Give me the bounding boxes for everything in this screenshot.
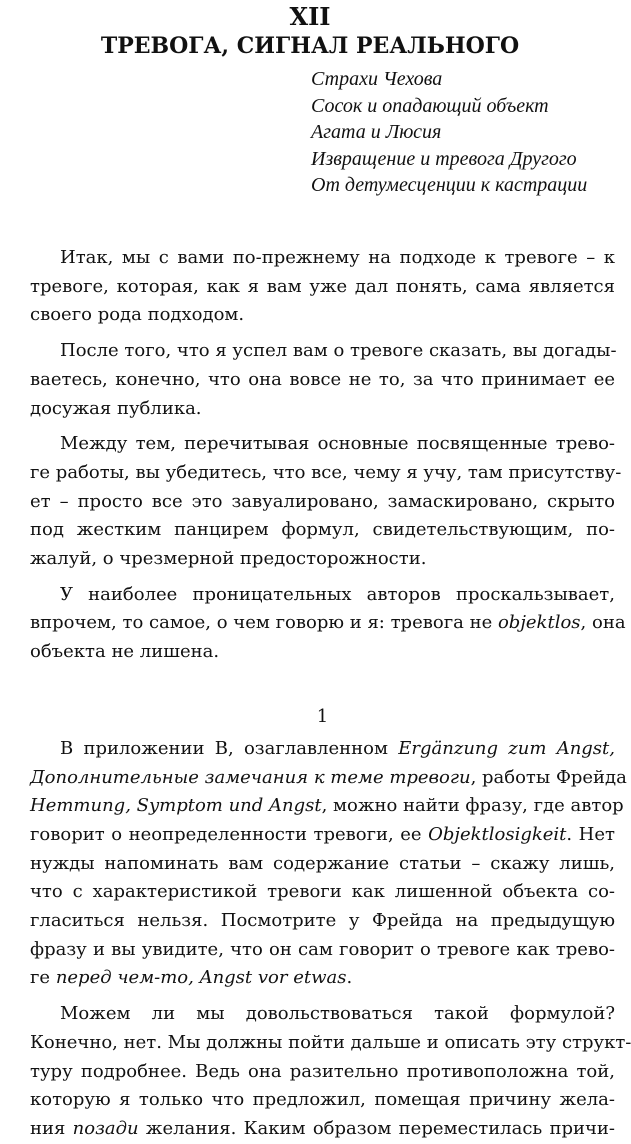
text-run: туру подробнее. Ведь она разительно противоположна той, <box>30 1060 615 1082</box>
text-line <box>30 244 615 273</box>
section-number: 1 <box>316 705 329 727</box>
text-run: . <box>346 967 353 989</box>
text-run: Можем ли мы довольствоваться такой формулой? <box>60 1003 615 1025</box>
text-line <box>30 459 622 488</box>
text-line <box>30 581 615 610</box>
text-line <box>30 366 615 395</box>
paragraph <box>30 581 626 667</box>
text-run: Итак, мы с вами по-прежнему на подходе к тревоге – к <box>60 247 615 268</box>
text-run: жалуй, о чрезмерной предосторожности. <box>30 548 427 570</box>
italic-text: перед чем-то, Angst vor etwas <box>55 967 347 989</box>
text-run: ет – просто все это завуалировано, замаскировано, скрыто <box>30 490 615 512</box>
text-run: ге работы, вы убедитесь, что все, чему я учу, там присутству- <box>30 461 622 483</box>
section-body <box>30 735 631 1144</box>
topic-item: От детумесценции к кастрации <box>311 174 588 197</box>
text-run: своего рода подходом. <box>30 304 245 326</box>
text-run: досужая публика. <box>30 397 202 419</box>
text-line <box>30 1115 615 1144</box>
text-line <box>30 273 615 302</box>
text-line <box>30 516 615 545</box>
text-line <box>30 1086 615 1115</box>
text-line <box>30 395 615 424</box>
topic-item: Агата и Люсия <box>311 121 442 144</box>
text-run: нужды напоминать вам содержание статьи – скажу лишь, <box>30 852 615 874</box>
text-line <box>30 878 615 907</box>
text-line <box>30 964 615 993</box>
text-line <box>30 821 615 850</box>
text-run: ге <box>30 967 56 989</box>
text-line <box>30 850 615 879</box>
text-line <box>30 907 615 936</box>
italic-text: позади <box>72 1117 139 1139</box>
text-line <box>30 1058 615 1087</box>
text-run: Между тем, перечитывая основные посвященные трево- <box>60 433 615 455</box>
text-run: После того, что я успел вам о тревоге сказать, вы догады- <box>60 340 617 362</box>
paragraph <box>30 337 615 423</box>
text-run: гласиться нельзя. Посмотрите у Фрейда на предыдущую <box>30 910 615 932</box>
text-run: объекта не лишена. <box>30 641 220 663</box>
text-run: ния <box>30 1117 73 1139</box>
text-line <box>30 735 615 764</box>
text-line <box>30 545 615 574</box>
text-run: что с характеристикой тревоги как лишенной объекта со- <box>30 881 615 903</box>
text-line <box>30 936 615 965</box>
text-run: У наиболее проницательных авторов проскальзывает, <box>60 583 615 605</box>
paragraph <box>30 430 622 574</box>
paragraph <box>30 244 615 330</box>
italic-text: Hemmung, Symptom und Angst <box>30 795 322 817</box>
italic-text: Objektlosigkeit <box>428 823 567 845</box>
text-line <box>30 301 615 330</box>
text-line <box>30 638 615 667</box>
text-run: , она <box>580 612 626 634</box>
text-run: тревоге, которая, как я вам уже дал понять, сама является <box>30 275 615 297</box>
topic-item: Сосок и опадающий объект <box>311 94 549 117</box>
intro-section <box>30 244 626 667</box>
text-run: ваетесь, конечно, что она вовсе не то, за что принимает ее <box>30 368 615 390</box>
text-run: , работы Фрейда <box>470 766 627 788</box>
text-run: , можно найти фразу, где автор <box>321 795 624 817</box>
text-run: под жестким панцирем формул, свидетельствующим, по- <box>30 519 615 541</box>
paragraph <box>30 1000 631 1144</box>
text-run: впрочем, то самое, о чем говорю и я: тревога не <box>30 612 498 634</box>
text-run: желания. Каким образом переместилась причи- <box>138 1117 616 1139</box>
text-run: Конечно, нет. Мы должны пойти дальше и описать эту структ- <box>30 1031 631 1053</box>
text-line <box>30 488 615 517</box>
text-run: В приложении B, озаглавленном <box>60 737 399 759</box>
text-line <box>30 1000 615 1029</box>
chapter-topics-list <box>311 66 616 199</box>
italic-text: Ergänzung zum Angst, <box>398 737 615 759</box>
paragraph <box>30 735 627 993</box>
text-line <box>30 792 624 821</box>
text-run: . Нет <box>566 823 615 845</box>
text-run: говорит о неопределенности тревоги, ее <box>30 823 429 845</box>
italic-text: Дополнительные замечания к теме тревоги <box>30 766 471 788</box>
italic-text: objektlos <box>497 612 581 634</box>
text-line <box>30 430 615 459</box>
chapter-title: ТРЕВОГА, СИГНАЛ РЕАЛЬНОГО <box>100 33 520 59</box>
topic-item: Извращение и тревога Другого <box>311 147 577 170</box>
text-line <box>30 764 627 793</box>
text-line <box>30 337 615 366</box>
body-text <box>30 244 631 1144</box>
topic-item: Страхи Чехова <box>311 68 443 90</box>
chapter-number: XII <box>289 2 331 31</box>
text-line <box>30 1029 631 1058</box>
text-run: которую я только что предложил, помещая причину жела- <box>30 1089 615 1111</box>
text-line <box>30 609 626 638</box>
text-run: фразу и вы увидите, что он сам говорит о тревоге как трево- <box>30 938 615 960</box>
